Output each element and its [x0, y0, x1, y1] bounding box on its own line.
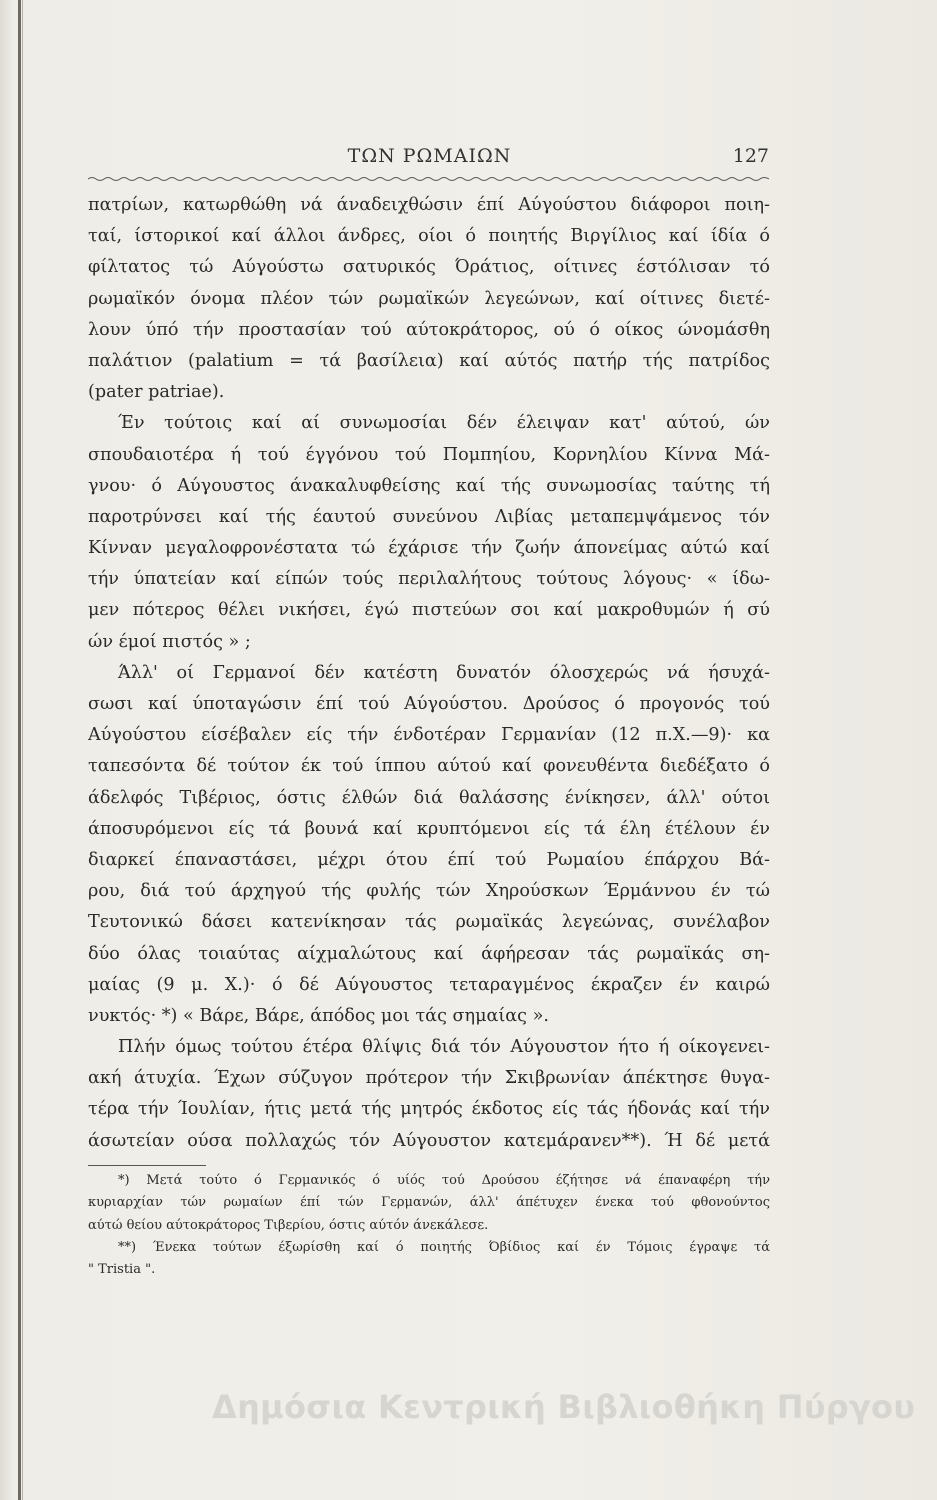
text-line: παροτρύνσει καί τής έαυτού συνεύνου Λιβίας μεταπεμψάμενος τόν [88, 506, 770, 527]
text-line: ών έμοί πιστός » ; [88, 631, 251, 652]
text-line: δύο όλας τοιαύτας αίχμαλώτους καί άφήρεσαν τάς ρωμαϊκάς ση- [88, 943, 770, 964]
binding-edge [18, 0, 21, 1500]
library-watermark: Δημόσια Κεντρική Βιβλιοθήκη Πύργου [212, 1388, 916, 1426]
text-line: Αύγούστου είσέβαλεν είς τήν ένδοτέραν Γερμανίαν (12 π.Χ.—9)· κα [88, 725, 770, 746]
header-wavy-rule [88, 176, 769, 182]
text-line: παλάτιον (palatium = τά βασίλεια) καί αύτός πατήρ τής πατρίδος [88, 350, 770, 371]
text-line: ρου, διά τού άρχηγού τής φυλής τών Χηρούσκων Έρμάννου έν τώ [88, 881, 770, 902]
footnote-line: κυριαρχίαν τών ρωμαίων έπί τών Γερμανών, άλλ' άπέτυχεν ένεκα τού φθονούντος [88, 1195, 770, 1211]
text-line: σωσι καί ύποταγώσιν έπί τού Αύγούστου. Δρούσος ό προγονός τού [88, 694, 770, 714]
text-line: γνου· ό Αύγουστος άνακαλυφθείσης καί τής συνωμοσίας ταύτης τή [88, 475, 770, 496]
text-line: πατρίων, κατωρθώθη νά άναδειχθώσιν έπί Αύγούστου διάφοροι ποιη- [88, 195, 770, 215]
text-line: νυκτός· *) « Βάρε, Βάρε, άπόδος μοι τάς σημαίας ». [88, 1005, 549, 1026]
text-line: μεν πότερος θέλει νικήσει, έγώ πιστεύων σοι καί μακροθυμών ή σύ [88, 600, 770, 621]
text-line: ρωμαϊκόν όνομα πλέον τών ρωμαϊκών λεγεώνων, καί οίτινες διετέ- [88, 288, 770, 309]
text-line: Κίνναν μεγαλοφρονέστατα τώ έχάρισε τήν ζωήν άπονείμας αύτώ καί [88, 538, 770, 559]
page-number: 127 [732, 145, 769, 167]
text-line: (pater patriae). [88, 382, 225, 403]
binding-edge-shadow [22, 0, 23, 1500]
text-line: άποσυρόμενοι είς τά βουνά καί κρυπτόμενοι είς τά έλη έτέλουν έν [88, 818, 770, 839]
text-line: άδελφός Τιβέριος, όστις έλθών διά θαλάσσης ένίκησεν, άλλ' ούτοι [88, 787, 770, 808]
running-title: ΤΩΝ ΡΩΜΑΙΩΝ [347, 145, 512, 167]
text-line: διαρκεί έπαναστάσει, μέχρι ότου έπί τού Ρωμαίου έπάρχου Βά- [88, 849, 770, 870]
text-line: φίλτατος τώ Αύγούστω σατυρικός Όράτιος, οίτινες έστόλισαν τό [88, 257, 770, 278]
text-line: ακή άτυχία. Έχων σύζυγον πρότερον τήν Σκιβρωνίαν άπέκτησε θυγα- [88, 1068, 770, 1089]
text-line: ταί, ίστορικοί καί άλλοι άνδρες, οίοι ό ποιητής Βιργίλιος καί ίδία ό [88, 226, 770, 247]
text-line: σπουδαιοτέρα ή τού έγγόνου τού Πομπηίου, Κορνηλίου Κίννα Μά- [88, 444, 770, 465]
text-line: λουν ύπό τήν προστασίαν τού αύτοκράτορος, ού ό οίκος ώνομάσθη [88, 319, 770, 340]
text-line: Έν τούτοις καί αί συνωμοσίαι δέν έλειψαν κατ' αύτού, ών [118, 413, 770, 434]
page-header [90, 145, 769, 175]
text-line: ταπεσόντα δέ τούτον έκ τού ίππου αύτού καί φονευθέντα διεδέξατο ό [88, 756, 770, 777]
text-line: Πλήν όμως τούτου έτέρα θλίψις διά τόν Αύγουστον ήτο ή οίκογενει- [118, 1037, 770, 1058]
footnote-line: αύτώ θείου αύτοκράτορος Τιβερίου, όστις αύτόν άνεκάλεσε. [88, 1217, 489, 1233]
text-line: άσωτείαν ούσα πολλαχώς τόν Αύγουστον κατεμάρανεν**). Ή δέ μετά [88, 1130, 770, 1151]
footnote-line: *) Μετά τούτο ό Γερμανικός ό υίός τού Δρούσου έζήτησε νά έπαναφέρη τήν [118, 1172, 770, 1188]
footnote-rule [88, 1165, 206, 1166]
text-line: τήν ύπατείαν καί είπών τούς περιλαλήτους τούτους λόγους· « ίδω- [88, 569, 770, 590]
page-body [88, 190, 770, 1282]
text-line: μαίας (9 μ. Χ.)· ό δέ Αύγουστος τεταραγμένος έκραζεν έν καιρώ [88, 974, 770, 995]
text-line: Τευτονικώ δάσει κατενίκησαν τάς ρωμαϊκάς λεγεώνας, συνέλαβον [88, 912, 770, 933]
text-line: τέρα τήν Ίουλίαν, ήτις μετά τής μητρός έκδοτος είς τάς ήδονάς καί τήν [88, 1099, 770, 1120]
text-line: Άλλ' οί Γερμανοί δέν κατέστη δυνατόν όλοσχερώς νά ήσυχά- [118, 662, 770, 683]
footnote-line: **) Ένεκα τούτων έξωρίσθη καί ό ποιητής Όβίδιος καί έν Τόμοις έγραψε τά [118, 1239, 770, 1255]
footnote-line: " Tristia ". [88, 1262, 156, 1278]
